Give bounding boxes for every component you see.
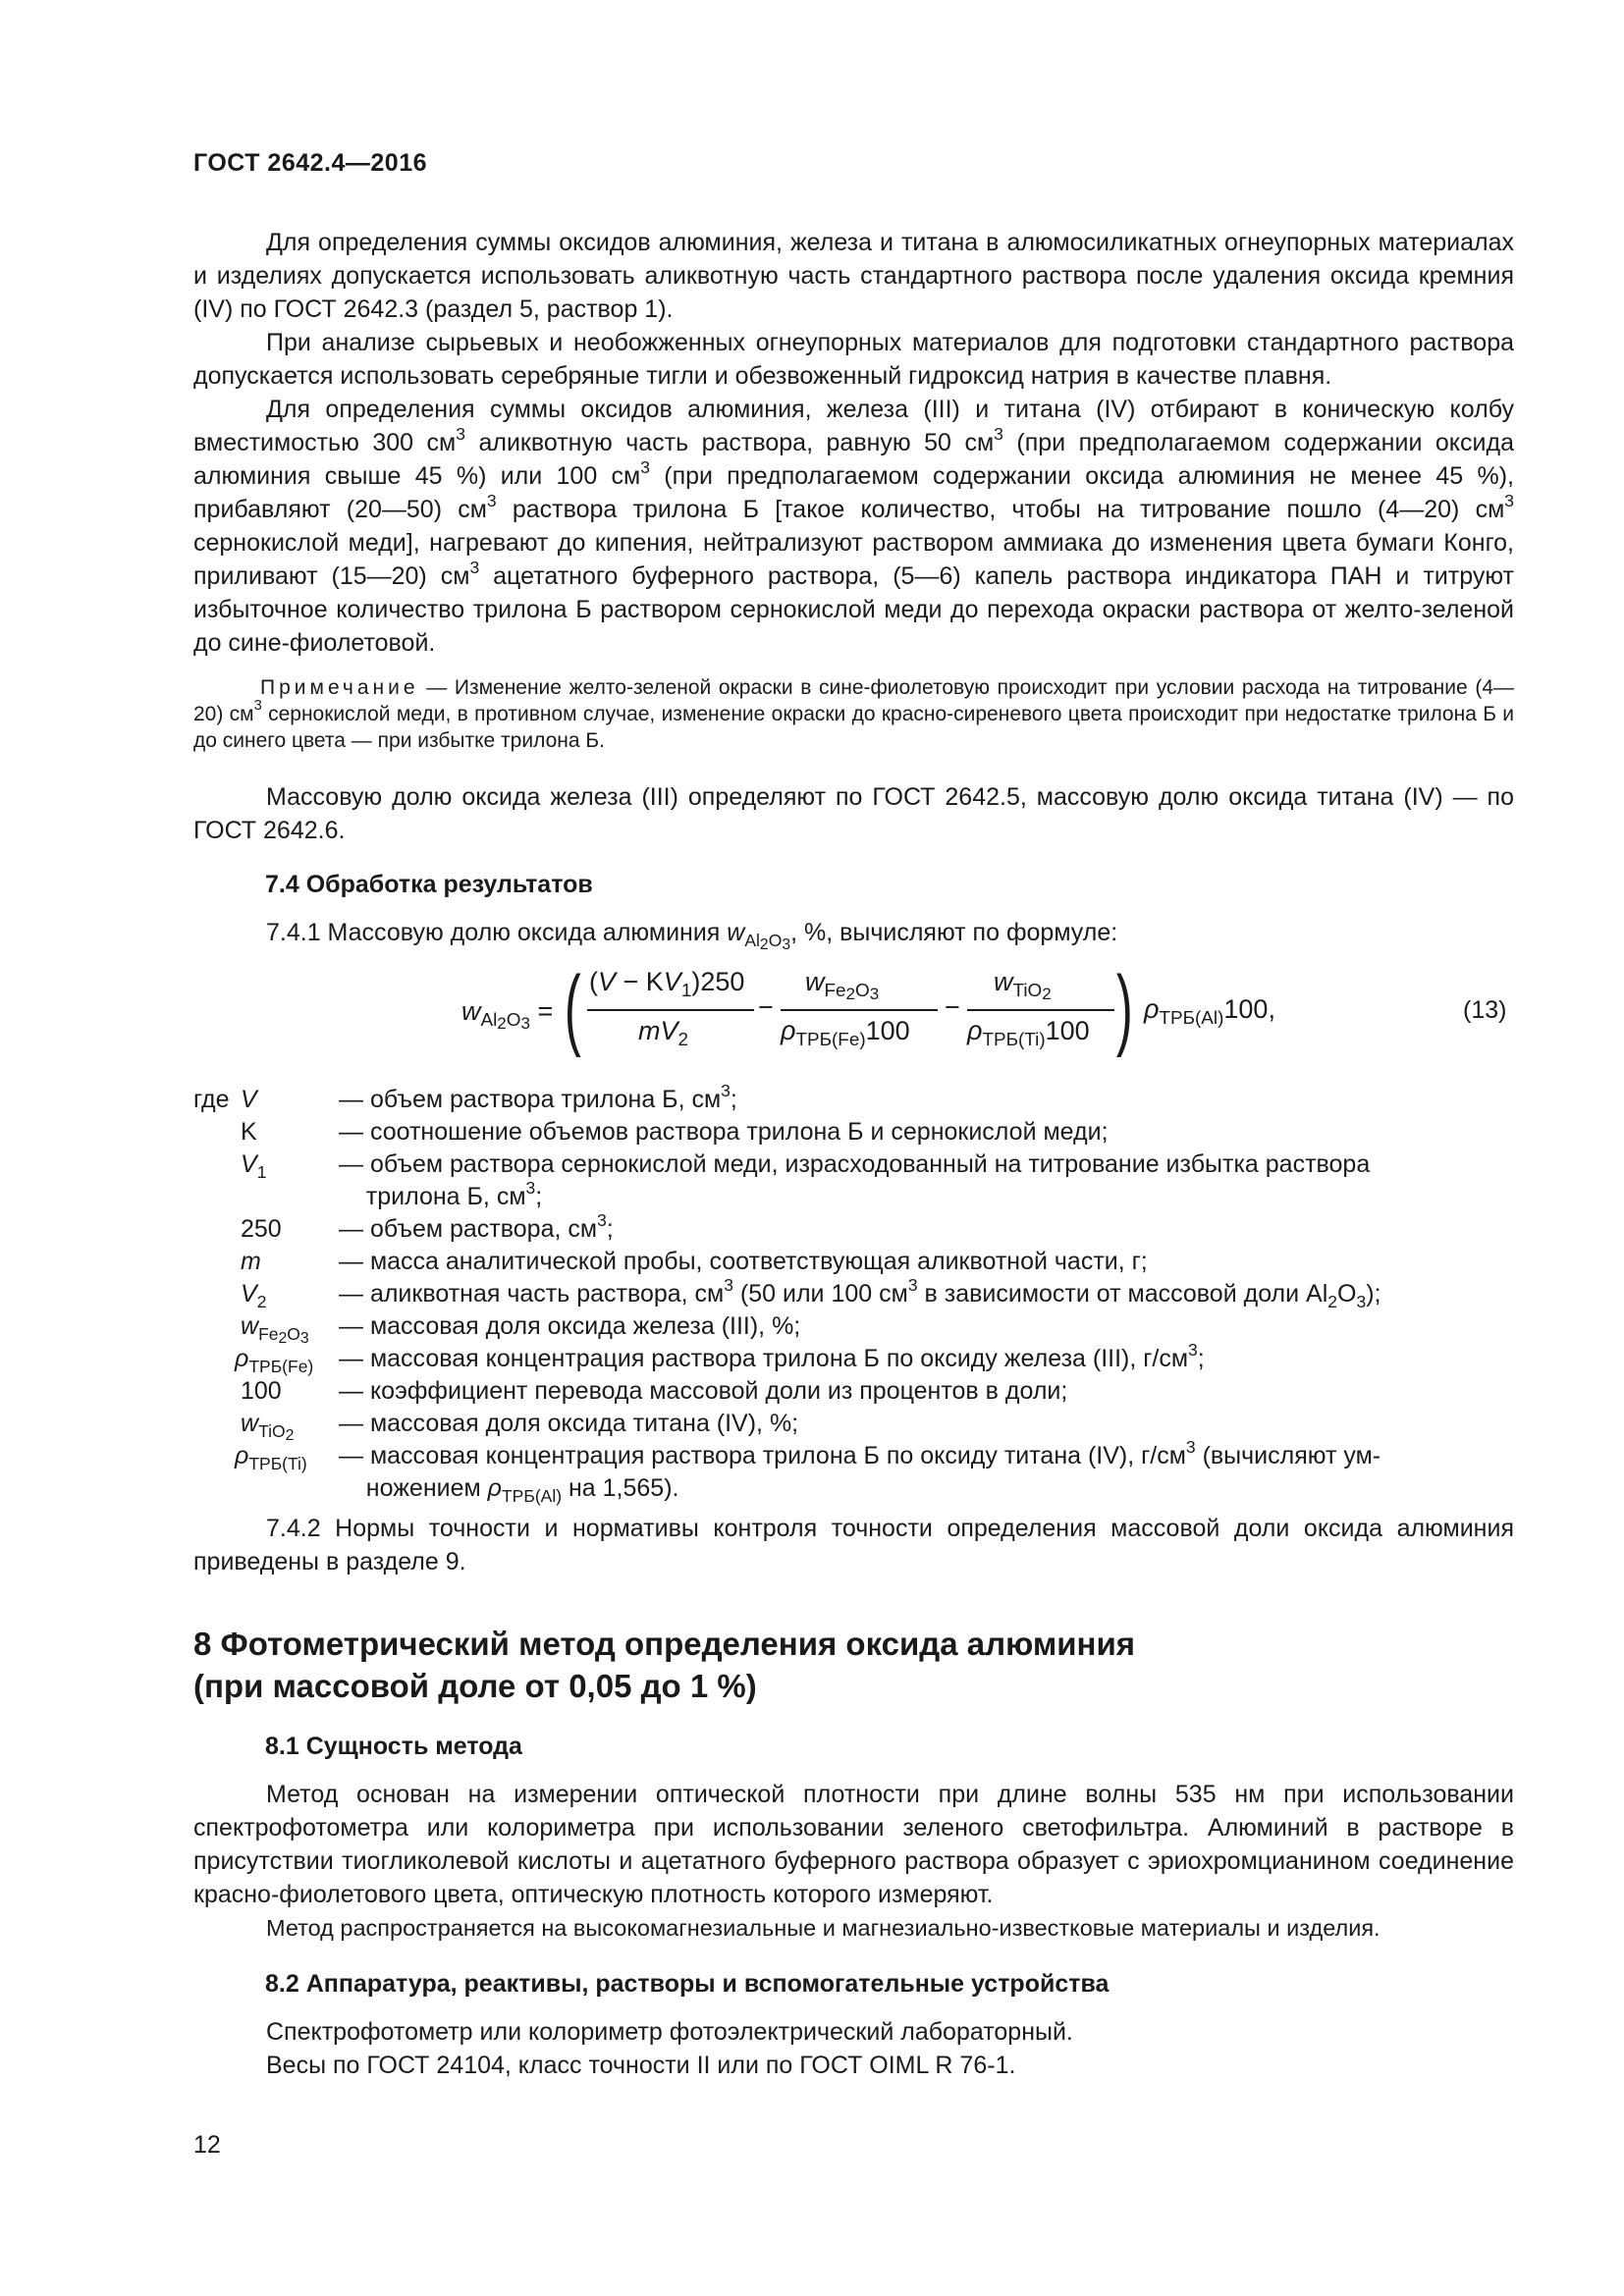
intro-block	[193, 226, 1514, 660]
section-8-2-body	[193, 2015, 1514, 2082]
paragraph-block	[193, 1512, 1514, 1578]
equation-number: (13)	[1463, 996, 1507, 1024]
definition-row: $w_{TiO_2}$ — массовая доля оксида титана (IV), %;	[241, 1410, 799, 1444]
note-block	[193, 674, 1514, 754]
definition-row: $\rho_{ТРБ(Fe)}$ — массовая концентрация раствора трилона Б по оксиду железа (III), $г/см^3$;	[235, 1340, 1205, 1376]
paragraph: Для определения суммы оксидов алюминия, железа и титана в алюмосиликатных огнеупорных материалах и изделиях допускается использовать аликвотную часть стандартного раствора после удаления оксида кремния (IV) по ГОСТ 2642.3 (раздел 5, раствор 1).	[193, 229, 1514, 323]
section-8-1-heading: 8.1 Сущность метода	[265, 1733, 522, 1760]
section-7-4-heading: 7.4 Обработка результатов	[265, 871, 593, 898]
definition-row: $V_1$ — объем раствора сернокислой меди, израсходованный на титрование избытка раствора трилона Б, $см^3$;	[241, 1150, 1371, 1210]
definitions-table	[193, 1081, 1514, 1506]
formula-13: $w_{Al_2O_3}$ = ( $(V - KV_1)250$ $mV_2$ − $w_{Fe_2O_3}$ $\rho_{ТРБ(Fe)}100$ − $w_{TiO_2}$ $\rho_{ТРБ(Ti)}100$ ) $\rho_{ТРБ(Al)}100$,	[461, 958, 1275, 1058]
formula-lead: 7.4.1 Массовую долю оксида алюминия $w_{Al_2O_3}$, %, вычисляют по формуле:	[266, 919, 1118, 953]
definition-row: K — соотношение объемов раствора трилона Б и сернокислой меди;	[241, 1118, 1109, 1146]
definition-row: m — масса аналитической пробы, соответствующая аликвотной части, г;	[241, 1248, 1148, 1275]
definition-row: 100 — коэффициент перевода массовой доли из процентов в доли;	[241, 1377, 1068, 1405]
section-8-2-heading: 8.2 Аппаратура, реактивы, растворы и вспомогательные устройства	[265, 1970, 1110, 1998]
paragraph: Весы по ГОСТ 24104, класс точности II или по ГОСТ OIML R 76-1.	[266, 2052, 1016, 2079]
paragraph: Метод распространяется на высокомагнезиальные и магнезиально-известковые материалы и изделия.	[266, 1915, 1380, 1941]
paragraph: Массовую долю оксида железа (III) определяют по ГОСТ 2642.5, массовую долю оксида титана (IV) — по ГОСТ 2642.6.	[193, 783, 1514, 844]
page-number: 12	[193, 2131, 221, 2159]
definition-row: 250 — объем раствора, $см^3$;	[241, 1210, 614, 1243]
paragraph: Метод основан на измерении оптической плотности при длине волны 535 нм при использовании спектрофотометра или колориметра при использовании зеленого светофильтра. Алюминий в растворе в присутствии тиогликолевой кислоты и ацетатного буферного раствора образует с эриохромцианином соединение красно-фиолетового цвета, оптическую плотность которого измеряют.	[193, 1781, 1514, 1908]
note: Примечание — Изменение желто-зеленой окраски в сине-фиолетовую происходит при условии расхода на титрование (4—20) $см^3$ сернокислой меди, в противном случае, изменение окраски до красно-сиреневого цвета происходит при недостатке трилона Б и до синего цвета — при избытке трилона Б.	[193, 676, 1515, 752]
definition-row: $V_2$ — аликвотная часть раствора, $см^3$ (50 или 100 $см^3$ в зависимости от массовой доли $Al_2O_3$);	[241, 1275, 1381, 1311]
paragraph: При анализе сырьевых и необожженных огнеупорных материалов для подготовки стандартного раствора допускается использовать серебряные тигли и обезвоженный гидроксид натрия в качестве плавня.	[193, 329, 1514, 390]
section-8-1-body	[193, 1778, 1514, 1945]
paragraph-block	[193, 780, 1514, 847]
paragraph: 7.4.2 Нормы точности и нормативы контроля точности определения массовой доли оксида алюминия приведены в разделе 9.	[193, 1515, 1514, 1575]
definition-row: где V — объем раствора трилона Б, $см^3$;	[193, 1081, 737, 1113]
paragraph: Для определения суммы оксидов алюминия, железа (III) и титана (IV) отбирают в коническую колбу вместимостью 300 $см^3$ аликвотную часть раствора, равную 50 $см^3$ (при предполагаемом содержании оксида алюминия свыше 45 %) или 100 $см^3$ (при предполагаемом содержании оксида алюминия не менее 45 %), прибавляют (20—50) $см^3$ раствора трилона Б [такое количество, чтобы на титрование пошло (4—20) $см^3$ сернокислой меди], нагревают до кипения, нейтрализуют раствором аммиака до изменения цвета бумаги Конго, приливают (15—20) $см^3$ ацетатного буферного раствора, (5—6) капель раствора индикатора ПАН и титруют избыточное количество трилона Б раствором сернокислой меди до перехода окраски раствора от желто-зеленой до сине-фиолетовой.	[193, 396, 1515, 657]
document-header: ГОСТ 2642.4—2016	[193, 149, 428, 177]
definition-row: $w_{Fe_2O_3}$ — массовая доля оксида железа (III), %;	[241, 1312, 801, 1347]
paragraph: Спектрофотометр или колориметр фотоэлектрический лабораторный.	[266, 2018, 1073, 2046]
definition-row: $\rho_{ТРБ(Ti)}$ — массовая концентрация раствора трилона Б по оксиду титана (IV), $г/см^3$ (вычисляют ум- ножением $\rho_{ТРБ(Al)}$ на 1,565).	[235, 1437, 1381, 1506]
section-8-heading: 8 Фотометрический метод определения оксида алюминия (при массовой доле от 0,05 до 1 %)	[193, 1626, 1135, 1704]
note-label: Примечание	[260, 676, 419, 699]
